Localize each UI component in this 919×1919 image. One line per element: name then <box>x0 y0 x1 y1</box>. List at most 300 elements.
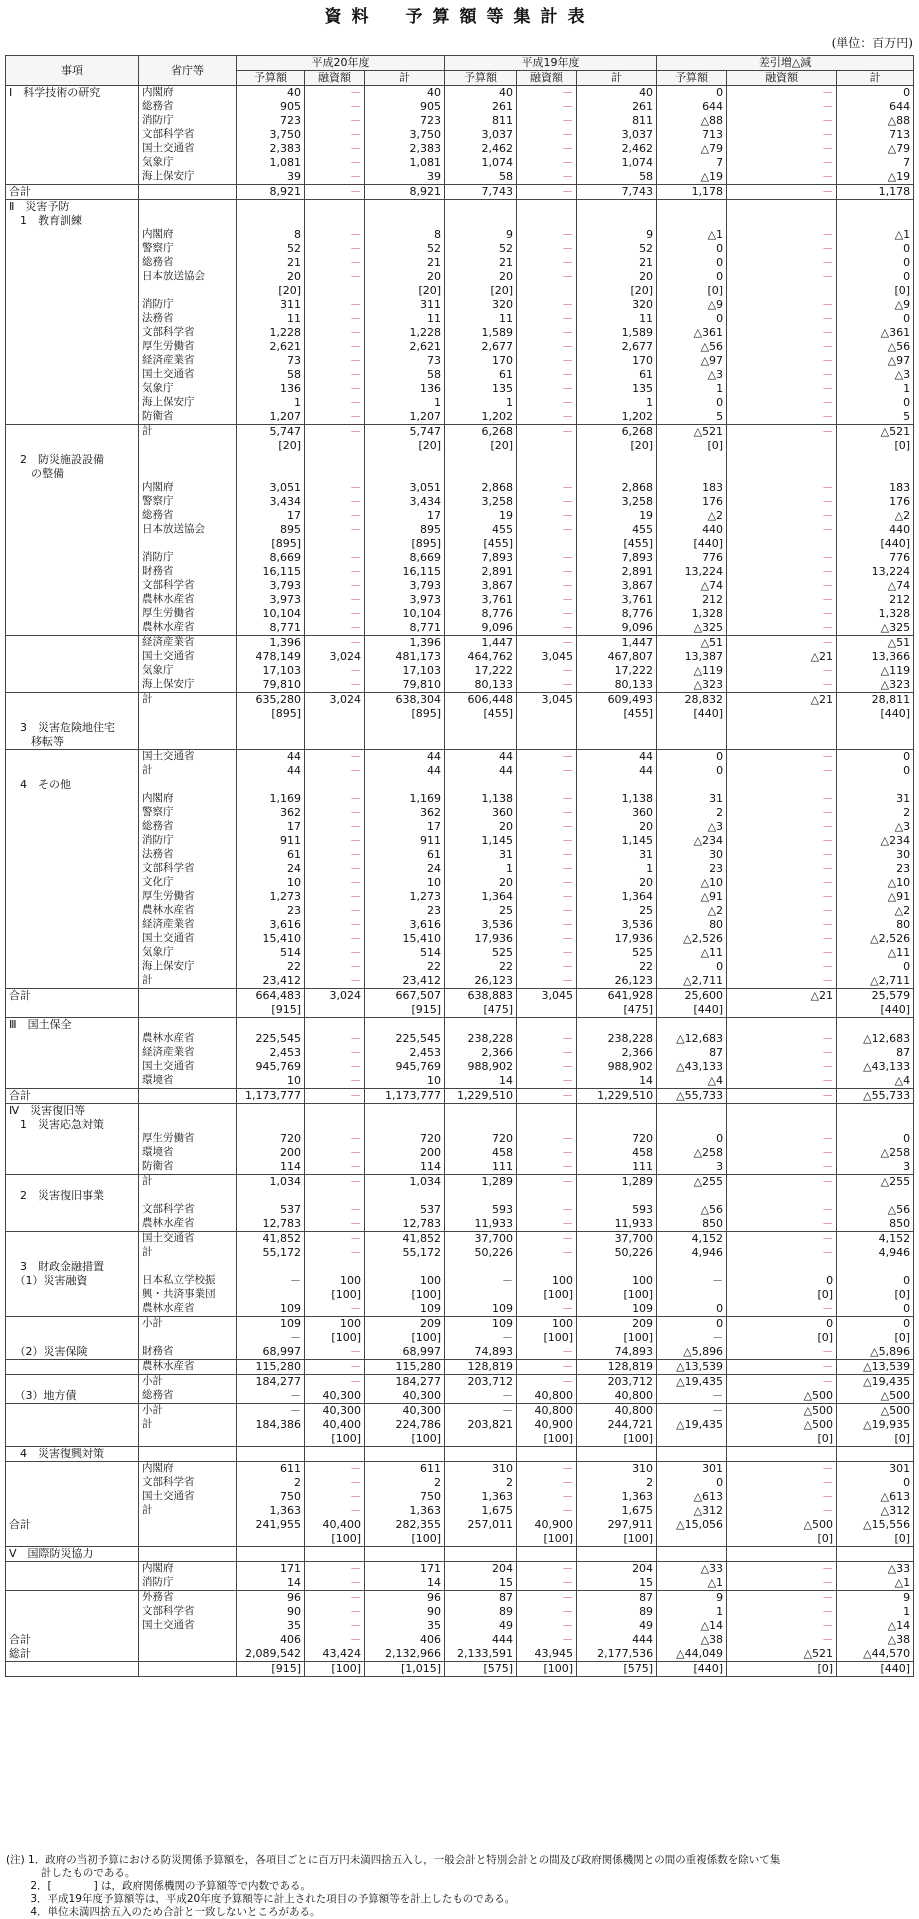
ministry-cell: 文部科学省 <box>139 1605 237 1619</box>
value-cell: － <box>727 1360 837 1375</box>
value-cell: － <box>517 551 577 565</box>
value-cell: 406 <box>237 1633 305 1647</box>
value-cell: 3,616 <box>237 918 305 932</box>
item-cell: 移転等 <box>6 735 139 750</box>
value-cell <box>305 1018 365 1033</box>
value-cell: 9 <box>577 228 657 242</box>
value-cell: 114 <box>237 1160 305 1175</box>
value-cell: － <box>305 1605 365 1619</box>
ministry-cell <box>139 1104 237 1119</box>
value-cell: 74,893 <box>577 1345 657 1360</box>
ministry-cell: 国土交通省 <box>139 750 237 765</box>
header-fy19: 平成19年度 <box>445 56 657 71</box>
value-cell: 444 <box>577 1633 657 1647</box>
value-cell: － <box>517 820 577 834</box>
value-cell: － <box>727 410 837 425</box>
value-cell: 2,462 <box>577 142 657 156</box>
value-cell: － <box>517 1032 577 1046</box>
value-cell: 1,074 <box>445 156 517 170</box>
value-cell: △325 <box>837 621 914 636</box>
ministry-cell: 農林水産省 <box>139 1360 237 1375</box>
ministry-cell: 小計 <box>139 1317 237 1332</box>
value-cell: － <box>517 593 577 607</box>
value-cell: 17 <box>237 820 305 834</box>
value-cell: 109 <box>445 1317 517 1332</box>
header-loan: 融資額 <box>305 71 365 86</box>
value-cell <box>657 1432 727 1447</box>
table-row <box>6 974 914 989</box>
value-cell: 111 <box>445 1160 517 1175</box>
item-cell: 3 財政金融措置 <box>6 1260 139 1274</box>
value-cell: － <box>305 1246 365 1260</box>
value-cell: 311 <box>365 298 445 312</box>
item-cell <box>6 481 139 495</box>
value-cell: 109 <box>577 1302 657 1317</box>
value-cell: 257,011 <box>445 1518 517 1532</box>
value-cell: 44 <box>237 764 305 778</box>
table-row <box>6 214 914 228</box>
value-cell: － <box>727 340 837 354</box>
value-cell: △10 <box>657 876 727 890</box>
value-cell: 209 <box>577 1317 657 1332</box>
value-cell: － <box>517 918 577 932</box>
value-cell: △1 <box>657 228 727 242</box>
ministry-cell <box>139 467 237 481</box>
value-cell: 667,507 <box>365 989 445 1004</box>
value-cell: 2 <box>577 1476 657 1490</box>
value-cell: － <box>727 368 837 382</box>
value-cell <box>445 1260 517 1274</box>
value-cell: － <box>305 523 365 537</box>
value-cell: － <box>305 86 365 101</box>
value-cell: [0] <box>727 1432 837 1447</box>
value-cell: － <box>517 256 577 270</box>
value-cell: 1,081 <box>365 156 445 170</box>
table-row <box>6 340 914 354</box>
table-row <box>6 1018 914 1033</box>
value-cell: － <box>517 1089 577 1104</box>
value-cell: － <box>517 1591 577 1606</box>
value-cell: － <box>727 242 837 256</box>
value-cell: 23 <box>365 904 445 918</box>
value-cell: － <box>305 270 365 284</box>
item-cell <box>6 382 139 396</box>
value-cell: 15 <box>577 1576 657 1591</box>
header-budget: 予算額 <box>657 71 727 86</box>
value-cell: － <box>727 636 837 651</box>
value-cell: 2,453 <box>365 1046 445 1060</box>
value-cell: 1,328 <box>837 607 914 621</box>
value-cell: － <box>305 142 365 156</box>
value-cell: 200 <box>237 1146 305 1160</box>
item-cell <box>6 876 139 890</box>
value-cell: － <box>727 1504 837 1518</box>
value-cell: △325 <box>657 621 727 636</box>
value-cell: － <box>727 862 837 876</box>
value-cell: 0 <box>837 86 914 101</box>
value-cell: 135 <box>445 382 517 396</box>
value-cell: 41,852 <box>237 1232 305 1247</box>
value-cell: 2,383 <box>365 142 445 156</box>
table-row <box>6 326 914 340</box>
ministry-cell: 法務省 <box>139 848 237 862</box>
value-cell: 25 <box>577 904 657 918</box>
ministry-cell <box>139 453 237 467</box>
item-cell <box>6 890 139 904</box>
value-cell: － <box>727 382 837 396</box>
value-cell: 61 <box>577 368 657 382</box>
value-cell: 20 <box>445 820 517 834</box>
value-cell <box>365 1118 445 1132</box>
value-cell: － <box>517 368 577 382</box>
value-cell: 0 <box>657 312 727 326</box>
value-cell: － <box>727 890 837 904</box>
item-cell: （2）災害保険 <box>6 1345 139 1360</box>
value-cell <box>237 778 305 792</box>
ministry-cell: 日本放送協会 <box>139 270 237 284</box>
value-cell: － <box>727 834 837 848</box>
value-cell: － <box>445 1331 517 1345</box>
item-cell <box>6 1032 139 1046</box>
value-cell: － <box>305 114 365 128</box>
value-cell: － <box>305 410 365 425</box>
value-cell: △97 <box>837 354 914 368</box>
value-cell: 0 <box>657 1317 727 1332</box>
value-cell: 241,955 <box>237 1518 305 1532</box>
value-cell: 525 <box>577 946 657 960</box>
value-cell: 11,933 <box>577 1217 657 1232</box>
value-cell <box>837 735 914 750</box>
value-cell: 25 <box>445 904 517 918</box>
value-cell: 2,891 <box>445 565 517 579</box>
value-cell: 0 <box>837 1132 914 1146</box>
header-total: 計 <box>365 71 445 86</box>
value-cell: 183 <box>837 481 914 495</box>
value-cell: 73 <box>365 354 445 368</box>
value-cell: － <box>727 565 837 579</box>
value-cell: 200 <box>365 1146 445 1160</box>
value-cell: 360 <box>577 806 657 820</box>
value-cell: 17,936 <box>577 932 657 946</box>
value-cell: － <box>305 565 365 579</box>
value-cell: [0] <box>657 439 727 453</box>
item-cell <box>6 1404 139 1419</box>
value-cell: △500 <box>727 1418 837 1432</box>
value-cell: [100] <box>517 1288 577 1302</box>
value-cell: 22 <box>445 960 517 974</box>
value-cell: [915] <box>237 1003 305 1018</box>
value-cell: － <box>517 1476 577 1490</box>
table-row <box>6 453 914 467</box>
value-cell <box>727 1547 837 1562</box>
value-cell: － <box>517 579 577 593</box>
value-cell: 406 <box>365 1633 445 1647</box>
value-cell: 40,300 <box>365 1404 445 1419</box>
ministry-cell <box>139 537 237 551</box>
ministry-cell: 警察庁 <box>139 495 237 509</box>
value-cell: 1,328 <box>657 607 727 621</box>
value-cell: 1,589 <box>445 326 517 340</box>
value-cell: － <box>305 974 365 989</box>
value-cell: － <box>727 918 837 932</box>
value-cell: － <box>305 1232 365 1247</box>
item-cell <box>6 1532 139 1547</box>
value-cell: － <box>305 1217 365 1232</box>
value-cell: 2 <box>445 1476 517 1490</box>
value-cell: △11 <box>657 946 727 960</box>
value-cell <box>577 735 657 750</box>
value-cell: 73 <box>237 354 305 368</box>
value-cell: － <box>727 593 837 607</box>
value-cell: － <box>517 523 577 537</box>
value-cell <box>837 1260 914 1274</box>
value-cell: 35 <box>237 1619 305 1633</box>
value-cell: 109 <box>445 1302 517 1317</box>
value-cell <box>237 1432 305 1447</box>
value-cell: － <box>517 1146 577 1160</box>
value-cell: 80,133 <box>577 678 657 693</box>
value-cell <box>365 1104 445 1119</box>
value-cell: － <box>445 1274 517 1288</box>
item-cell <box>6 1331 139 1345</box>
value-cell <box>305 1447 365 1462</box>
value-cell: △3 <box>837 820 914 834</box>
value-cell: － <box>517 792 577 806</box>
item-cell: 2 防災施設設備 <box>6 453 139 467</box>
value-cell <box>727 284 837 298</box>
value-cell: － <box>305 340 365 354</box>
value-cell <box>517 453 577 467</box>
value-cell: 9,096 <box>445 621 517 636</box>
value-cell: [0] <box>837 1331 914 1345</box>
value-cell: 1,034 <box>237 1175 305 1190</box>
value-cell: 537 <box>365 1203 445 1217</box>
ministry-cell: 国土交通省 <box>139 1619 237 1633</box>
value-cell <box>657 1532 727 1547</box>
value-cell: － <box>517 382 577 396</box>
table-row <box>6 1203 914 1217</box>
value-cell: 0 <box>837 270 914 284</box>
value-cell: △2 <box>837 509 914 523</box>
table-row <box>6 509 914 523</box>
value-cell: 8,921 <box>365 185 445 200</box>
item-cell <box>6 946 139 960</box>
value-cell: △2 <box>657 509 727 523</box>
value-cell: － <box>727 495 837 509</box>
value-cell: [0] <box>837 439 914 453</box>
ministry-cell: 農林水産省 <box>139 1302 237 1317</box>
value-cell: － <box>517 1504 577 1518</box>
value-cell: 0 <box>837 1476 914 1490</box>
value-cell: △258 <box>837 1146 914 1160</box>
ministry-cell: 国土交通省 <box>139 932 237 946</box>
value-cell: － <box>305 354 365 368</box>
table-row <box>6 185 914 200</box>
item-cell: 合計 <box>6 1518 139 1532</box>
value-cell <box>517 1104 577 1119</box>
table-row <box>6 523 914 537</box>
value-cell: 1,396 <box>237 636 305 651</box>
value-cell: 525 <box>445 946 517 960</box>
value-cell: － <box>727 1089 837 1104</box>
value-cell: － <box>517 495 577 509</box>
item-cell <box>6 270 139 284</box>
value-cell: 481,173 <box>365 650 445 664</box>
value-cell: △613 <box>657 1490 727 1504</box>
value-cell <box>445 1288 517 1302</box>
value-cell: 58 <box>237 368 305 382</box>
value-cell: － <box>305 750 365 765</box>
value-cell: △51 <box>657 636 727 651</box>
ministry-cell: 国土交通省 <box>139 142 237 156</box>
item-cell: 2 災害復旧事業 <box>6 1189 139 1203</box>
ministry-cell: 日本放送協会 <box>139 523 237 537</box>
value-cell: 664,483 <box>237 989 305 1004</box>
value-cell: 0 <box>657 396 727 410</box>
item-cell <box>6 509 139 523</box>
value-cell: 611 <box>237 1462 305 1477</box>
item-cell: 合計 <box>6 1633 139 1647</box>
value-cell: － <box>305 228 365 242</box>
value-cell: 68,997 <box>365 1345 445 1360</box>
value-cell: 3,536 <box>577 918 657 932</box>
value-cell: 30 <box>837 848 914 862</box>
table-row <box>6 778 914 792</box>
value-cell: 30 <box>657 848 727 862</box>
table-row <box>6 960 914 974</box>
value-cell: 49 <box>577 1619 657 1633</box>
value-cell: 20 <box>577 820 657 834</box>
value-cell: － <box>727 664 837 678</box>
value-cell: 911 <box>365 834 445 848</box>
value-cell: 44 <box>445 750 517 765</box>
value-cell: △74 <box>837 579 914 593</box>
value-cell: － <box>727 1046 837 1060</box>
value-cell: 311 <box>237 298 305 312</box>
value-cell: － <box>517 312 577 326</box>
value-cell: 458 <box>577 1146 657 1160</box>
item-cell <box>6 792 139 806</box>
value-cell: 128,819 <box>445 1360 517 1375</box>
value-cell: 720 <box>237 1132 305 1146</box>
value-cell: 0 <box>837 396 914 410</box>
value-cell: 7 <box>837 156 914 170</box>
value-cell: 31 <box>657 792 727 806</box>
table-row <box>6 1518 914 1532</box>
item-cell <box>6 1288 139 1302</box>
value-cell: 988,902 <box>577 1060 657 1074</box>
value-cell: 1,173,777 <box>237 1089 305 1104</box>
item-cell <box>6 100 139 114</box>
value-cell: 96 <box>365 1591 445 1606</box>
value-cell: 0 <box>837 242 914 256</box>
value-cell: 1,178 <box>657 185 727 200</box>
value-cell: 0 <box>657 86 727 101</box>
ministry-cell: 防衛省 <box>139 410 237 425</box>
value-cell: [915] <box>365 1003 445 1018</box>
value-cell: 40,800 <box>517 1389 577 1404</box>
ministry-cell: 農林水産省 <box>139 1032 237 1046</box>
value-cell: 40,300 <box>305 1404 365 1419</box>
value-cell <box>727 1104 837 1119</box>
value-cell: △33 <box>837 1562 914 1577</box>
header-total: 計 <box>577 71 657 86</box>
value-cell: － <box>517 1060 577 1074</box>
value-cell: 44 <box>577 750 657 765</box>
value-cell: 3,045 <box>517 989 577 1004</box>
value-cell <box>305 453 365 467</box>
header-budget: 予算額 <box>237 71 305 86</box>
item-cell <box>6 621 139 636</box>
value-cell: － <box>727 128 837 142</box>
table-row <box>6 1576 914 1591</box>
value-cell: △1 <box>657 1576 727 1591</box>
value-cell: 22 <box>365 960 445 974</box>
value-cell: － <box>517 607 577 621</box>
value-cell: 0 <box>657 1302 727 1317</box>
value-cell: 1 <box>237 396 305 410</box>
header-loan: 融資額 <box>727 71 837 86</box>
table-row <box>6 1175 914 1190</box>
value-cell: － <box>727 1605 837 1619</box>
ministry-cell: 警察庁 <box>139 806 237 820</box>
item-cell <box>6 848 139 862</box>
value-cell: － <box>305 1462 365 1477</box>
value-cell <box>237 1288 305 1302</box>
value-cell: － <box>517 636 577 651</box>
value-cell: 2,621 <box>365 340 445 354</box>
value-cell: － <box>517 1345 577 1360</box>
value-cell: 720 <box>365 1132 445 1146</box>
ministry-cell: 農林水産省 <box>139 593 237 607</box>
value-cell: 13,224 <box>657 565 727 579</box>
value-cell: 22 <box>577 960 657 974</box>
ministry-cell: 法務省 <box>139 312 237 326</box>
value-cell: [100] <box>305 1662 365 1677</box>
value-cell: － <box>305 579 365 593</box>
value-cell: － <box>517 806 577 820</box>
value-cell <box>577 1260 657 1274</box>
table-row <box>6 114 914 128</box>
value-cell: 35 <box>365 1619 445 1633</box>
value-cell <box>305 1104 365 1119</box>
value-cell: 362 <box>237 806 305 820</box>
value-cell: － <box>517 425 577 440</box>
ministry-cell: 計 <box>139 1246 237 1260</box>
value-cell: － <box>305 100 365 114</box>
value-cell: 100 <box>517 1317 577 1332</box>
value-cell: [440] <box>657 707 727 721</box>
value-cell: 244,721 <box>577 1418 657 1432</box>
table-row <box>6 750 914 765</box>
value-cell <box>837 467 914 481</box>
table-row <box>6 1462 914 1477</box>
value-cell: 609,493 <box>577 693 657 708</box>
value-cell: － <box>305 1633 365 1647</box>
value-cell: [100] <box>577 1532 657 1547</box>
value-cell <box>837 1018 914 1033</box>
value-cell: － <box>727 1302 837 1317</box>
value-cell: － <box>305 890 365 904</box>
value-cell: － <box>305 1074 365 1089</box>
value-cell: － <box>727 396 837 410</box>
item-cell <box>6 693 139 708</box>
value-cell: 79,810 <box>237 678 305 693</box>
value-cell: 204 <box>445 1562 517 1577</box>
value-cell: 0 <box>657 960 727 974</box>
value-cell: 212 <box>837 593 914 607</box>
value-cell: 11,933 <box>445 1217 517 1232</box>
